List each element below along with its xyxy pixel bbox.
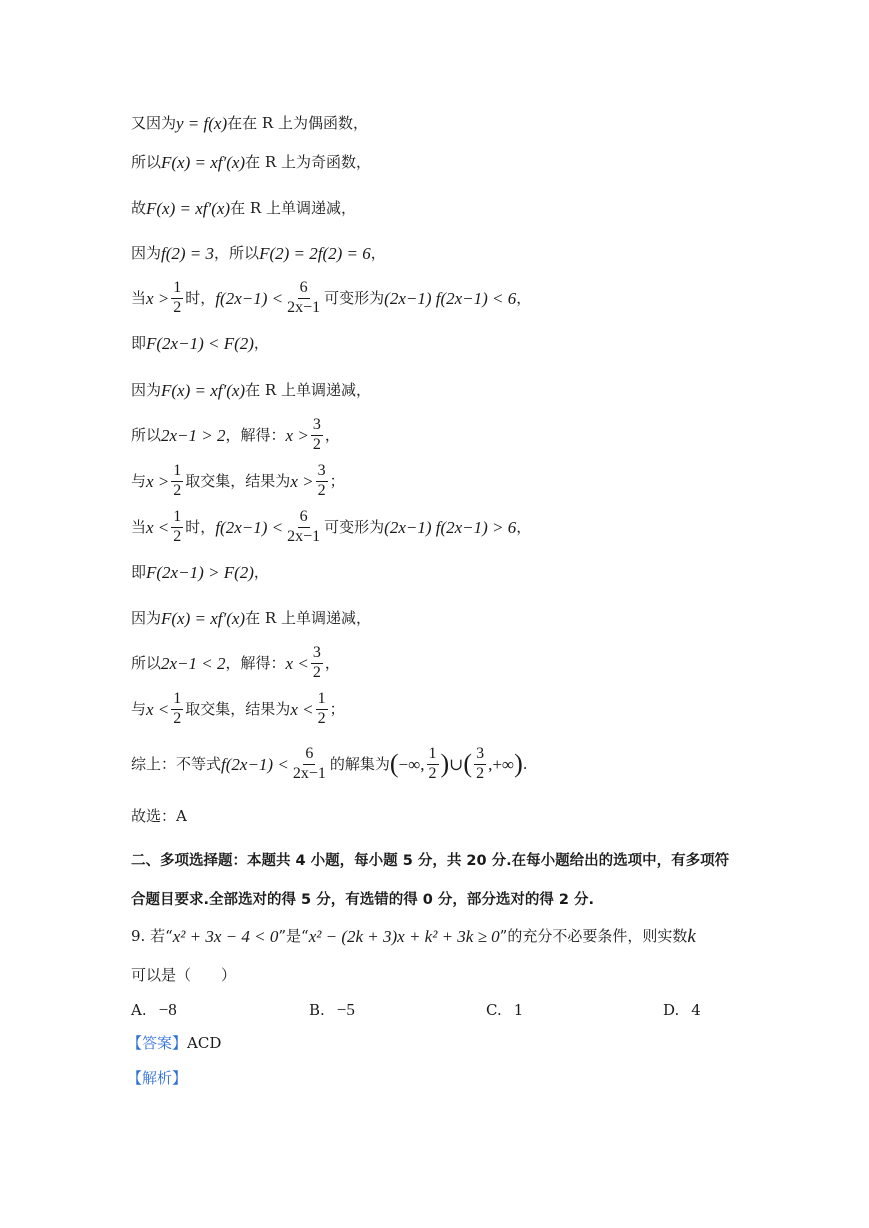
numerator: 1 bbox=[171, 509, 183, 528]
denominator: 2x−1 bbox=[287, 527, 321, 545]
numerator: 1 bbox=[171, 463, 183, 482]
numerator: 1 bbox=[427, 746, 439, 765]
section-heading-line-2 bbox=[131, 880, 594, 920]
text: 时， bbox=[185, 517, 216, 536]
math-formula: F(x) = xf′(x) bbox=[161, 380, 246, 400]
text: ，所以 bbox=[214, 243, 260, 262]
text: 在在 R 上为偶函数， bbox=[227, 113, 368, 132]
line-8 bbox=[131, 415, 340, 455]
line-11 bbox=[131, 552, 269, 592]
line-1 bbox=[131, 103, 368, 143]
math-formula: f(2) = 3 bbox=[161, 243, 215, 263]
paren-right: ) bbox=[514, 749, 523, 778]
text: 当 bbox=[131, 517, 147, 536]
text: ， bbox=[253, 562, 269, 581]
line-15 bbox=[131, 744, 528, 784]
math-formula: f(2x−1) < bbox=[215, 288, 284, 308]
math-formula: y = f(x) bbox=[176, 113, 228, 133]
text: 取交集，结果为 bbox=[185, 471, 291, 490]
numerator: 6 bbox=[298, 280, 310, 299]
denominator: 2 bbox=[173, 298, 182, 316]
numerator: 6 bbox=[303, 746, 315, 765]
line-3 bbox=[131, 188, 356, 228]
text: 综上：不等式 bbox=[131, 754, 222, 773]
math-formula: x² + 3x − 4 < 0 bbox=[172, 926, 279, 946]
denominator: 2 bbox=[428, 764, 437, 782]
text: 即 bbox=[131, 333, 147, 352]
numerator: 3 bbox=[311, 417, 323, 436]
text: 故选：A bbox=[131, 806, 187, 825]
denominator: 2 bbox=[173, 709, 182, 727]
math-formula: x < bbox=[290, 699, 314, 719]
denominator: 2 bbox=[317, 709, 326, 727]
math-formula: (2x−1) f(2x−1) > 6 bbox=[384, 517, 517, 537]
fraction bbox=[316, 463, 328, 500]
answer-value: ACD bbox=[187, 1033, 222, 1052]
text: ，解得： bbox=[225, 653, 286, 672]
text: 与 bbox=[131, 471, 147, 490]
option-value: 4 bbox=[691, 1001, 701, 1019]
text: 又因为 bbox=[131, 113, 177, 132]
paren-left: ( bbox=[389, 749, 399, 778]
fraction bbox=[171, 463, 183, 500]
text: 在 R 上单调递减， bbox=[245, 608, 371, 627]
option-d bbox=[663, 1000, 701, 1020]
math-formula: ,+∞ bbox=[488, 754, 515, 774]
math-formula: x² − (2k + 3)x + k² + 3k ≥ 0 bbox=[308, 926, 500, 946]
text: 在 R 上单调递减， bbox=[230, 198, 356, 217]
numerator: 3 bbox=[316, 463, 328, 482]
text: 可以是（ ） bbox=[131, 965, 237, 984]
line-14 bbox=[131, 689, 345, 729]
text: 因为 bbox=[131, 243, 162, 262]
line-2 bbox=[131, 142, 371, 182]
text: 所以 bbox=[131, 152, 162, 171]
math-formula: (2x−1) f(2x−1) < 6 bbox=[384, 288, 517, 308]
line-12 bbox=[131, 598, 371, 638]
paren-left: ( bbox=[463, 749, 473, 778]
option-c bbox=[486, 1000, 523, 1020]
text: ， bbox=[324, 653, 340, 672]
union-symbol: ∪ bbox=[449, 754, 464, 774]
text: ，解得： bbox=[225, 425, 286, 444]
text: ”的充分不必要条件，则实数 bbox=[499, 926, 688, 945]
line-7 bbox=[131, 370, 371, 410]
math-formula: x < bbox=[146, 699, 170, 719]
text: 当 bbox=[131, 288, 147, 307]
numerator: 6 bbox=[298, 509, 310, 528]
text: 在 R 上为奇函数， bbox=[245, 152, 371, 171]
numerator: 3 bbox=[474, 746, 486, 765]
fraction bbox=[171, 280, 183, 317]
text: ， bbox=[516, 517, 532, 536]
fraction bbox=[291, 746, 328, 783]
fraction bbox=[171, 509, 183, 546]
numerator: 3 bbox=[311, 645, 323, 664]
line-16 bbox=[131, 796, 187, 836]
analysis-line bbox=[127, 1058, 187, 1098]
denominator: 2 bbox=[173, 527, 182, 545]
option-value: −8 bbox=[158, 1000, 177, 1019]
text: ； bbox=[329, 699, 345, 718]
option-b bbox=[309, 1000, 355, 1020]
option-label: B. bbox=[309, 1001, 325, 1019]
fraction bbox=[474, 746, 486, 783]
line-13 bbox=[131, 643, 340, 683]
line-9 bbox=[131, 461, 345, 501]
text: 因为 bbox=[131, 608, 162, 627]
question-number: 9. 若“ bbox=[131, 926, 173, 945]
math-formula: x < bbox=[285, 653, 309, 673]
numerator: 1 bbox=[171, 280, 183, 299]
text: 在 R 上单调递减， bbox=[245, 380, 371, 399]
text: ； bbox=[329, 471, 345, 490]
answer-line bbox=[127, 1023, 221, 1063]
text: ， bbox=[253, 333, 269, 352]
analysis-tag: 【解析】 bbox=[127, 1068, 188, 1087]
option-a bbox=[131, 1000, 177, 1020]
option-label: D. bbox=[663, 1001, 680, 1019]
text: 所以 bbox=[131, 653, 162, 672]
fraction bbox=[311, 645, 323, 682]
text: 合题目要求.全部选对的得 5 分，有选错的得 0 分，部分选对的得 2 分. bbox=[131, 891, 595, 908]
denominator: 2 bbox=[476, 764, 485, 782]
math-formula: f(2x−1) < bbox=[215, 517, 284, 537]
math-formula: x > bbox=[146, 471, 170, 491]
text: 与 bbox=[131, 699, 147, 718]
math-formula: x > bbox=[285, 425, 309, 445]
math-formula: F(2x−1) < F(2) bbox=[146, 333, 254, 353]
text: 所以 bbox=[131, 425, 162, 444]
answer-tag: 【答案】 bbox=[127, 1033, 188, 1052]
text: 可变形为 bbox=[324, 517, 385, 536]
denominator: 2 bbox=[317, 481, 326, 499]
denominator: 2 bbox=[312, 435, 321, 453]
text: 即 bbox=[131, 562, 147, 581]
text: ， bbox=[370, 243, 386, 262]
denominator: 2 bbox=[312, 663, 321, 681]
line-5 bbox=[131, 278, 531, 318]
fraction bbox=[316, 691, 328, 728]
text: 二、多项选择题：本题共 4 小题，每小题 5 分，共 20 分.在每小题给出的选项中，有多项符 bbox=[131, 852, 730, 869]
math-formula: −∞, bbox=[398, 754, 425, 774]
math-formula: F(2) = 2f(2) = 6 bbox=[259, 243, 371, 263]
math-formula: F(x) = xf′(x) bbox=[146, 198, 231, 218]
math-formula: f(2x−1) < bbox=[221, 754, 289, 774]
fraction bbox=[285, 280, 322, 317]
option-value: −5 bbox=[336, 1000, 355, 1019]
paren-right: ) bbox=[440, 749, 450, 778]
line-6 bbox=[131, 323, 269, 363]
line-10 bbox=[131, 507, 531, 547]
text: 故 bbox=[131, 198, 147, 217]
text: . bbox=[522, 754, 528, 773]
math-variable: k bbox=[687, 925, 696, 947]
denominator: 2x−1 bbox=[292, 764, 326, 782]
question-9-line-1 bbox=[131, 916, 696, 956]
fraction bbox=[427, 746, 439, 783]
math-formula: x > bbox=[290, 471, 314, 491]
text: ， bbox=[516, 288, 532, 307]
denominator: 2 bbox=[173, 481, 182, 499]
fraction bbox=[311, 417, 323, 454]
text: 可变形为 bbox=[324, 288, 385, 307]
denominator: 2x−1 bbox=[287, 298, 321, 316]
math-formula: x > bbox=[146, 288, 170, 308]
question-9-line-2 bbox=[131, 955, 236, 995]
line-4 bbox=[131, 233, 386, 273]
text: 的解集为 bbox=[329, 754, 390, 773]
numerator: 1 bbox=[316, 691, 328, 710]
numerator: 1 bbox=[171, 691, 183, 710]
math-formula: x < bbox=[146, 517, 170, 537]
text: ， bbox=[324, 425, 340, 444]
fraction bbox=[171, 691, 183, 728]
text: 取交集，结果为 bbox=[185, 699, 291, 718]
text: ”是“ bbox=[278, 926, 309, 945]
option-label: A. bbox=[131, 1001, 147, 1019]
text: 时， bbox=[185, 288, 216, 307]
math-formula: 2x−1 > 2 bbox=[161, 425, 226, 445]
fraction bbox=[285, 509, 322, 546]
section-heading-line-1 bbox=[131, 841, 729, 881]
option-value: 1 bbox=[513, 1001, 524, 1019]
option-label: C. bbox=[486, 1001, 502, 1019]
math-formula: F(x) = xf′(x) bbox=[161, 152, 246, 172]
math-formula: 2x−1 < 2 bbox=[161, 653, 226, 673]
math-formula: F(x) = xf′(x) bbox=[161, 608, 246, 628]
text: 因为 bbox=[131, 380, 162, 399]
math-formula: F(2x−1) > F(2) bbox=[146, 562, 254, 582]
